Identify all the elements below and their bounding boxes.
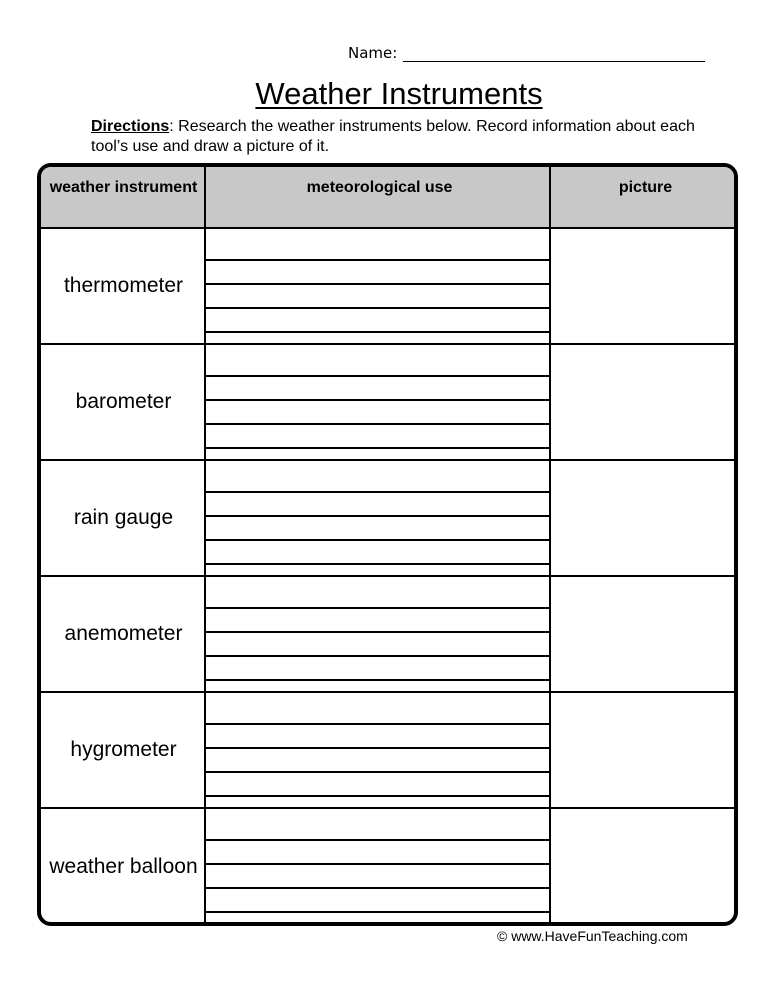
instruments-table: [37, 163, 738, 926]
writing-line[interactable]: [206, 863, 551, 865]
writing-line[interactable]: [206, 631, 551, 633]
writing-line[interactable]: [206, 423, 551, 425]
name-field: [348, 44, 705, 62]
writing-line[interactable]: [206, 839, 551, 841]
instrument-name: hygrometer: [70, 738, 177, 761]
column-divider: [204, 167, 206, 922]
writing-line[interactable]: [206, 539, 551, 541]
table-header: [41, 167, 734, 229]
picture-box[interactable]: [551, 229, 734, 343]
writing-line[interactable]: [206, 887, 551, 889]
writing-line[interactable]: [206, 375, 551, 377]
instrument-name: barometer: [75, 390, 172, 413]
name-input-line[interactable]: [403, 45, 705, 62]
table-row: [41, 809, 734, 925]
column-divider: [549, 167, 551, 922]
picture-box[interactable]: [551, 693, 734, 807]
column-header-picture: picture: [618, 179, 673, 196]
copyright-footer: © www.HaveFunTeaching.com: [497, 928, 688, 944]
table-row: [41, 461, 734, 577]
writing-line[interactable]: [206, 723, 551, 725]
instrument-name: anemometer: [64, 622, 183, 645]
writing-line[interactable]: [206, 607, 551, 609]
writing-line[interactable]: [206, 911, 551, 913]
writing-line[interactable]: [206, 771, 551, 773]
instrument-name: rain gauge: [73, 506, 174, 529]
writing-line[interactable]: [206, 515, 551, 517]
directions-text: : Research the weather instruments below. Record information about each tool’s use and draw a picture of it.: [91, 118, 695, 155]
instrument-name: weather balloon: [49, 855, 198, 878]
writing-line[interactable]: [206, 399, 551, 401]
picture-box[interactable]: [551, 809, 734, 925]
writing-line[interactable]: [206, 655, 551, 657]
table-row: [41, 693, 734, 809]
picture-box[interactable]: [551, 345, 734, 459]
column-header-use: meteorological use: [306, 179, 453, 196]
writing-line[interactable]: [206, 283, 551, 285]
column-header-instrument: weather instrument: [49, 179, 198, 196]
directions: [91, 117, 731, 157]
writing-line[interactable]: [206, 331, 551, 333]
instrument-name: thermometer: [63, 274, 184, 297]
picture-box[interactable]: [551, 577, 734, 691]
writing-line[interactable]: [206, 563, 551, 565]
table-row: [41, 345, 734, 461]
writing-line[interactable]: [206, 795, 551, 797]
writing-line[interactable]: [206, 259, 551, 261]
name-label: Name:: [348, 44, 398, 62]
picture-box[interactable]: [551, 461, 734, 575]
writing-line[interactable]: [206, 491, 551, 493]
directions-label: Directions: [91, 118, 170, 135]
writing-line[interactable]: [206, 679, 551, 681]
writing-line[interactable]: [206, 747, 551, 749]
writing-line[interactable]: [206, 307, 551, 309]
writing-line[interactable]: [206, 447, 551, 449]
table-row: [41, 577, 734, 693]
page-title: Weather Instruments: [255, 76, 543, 111]
table-row: [41, 229, 734, 345]
